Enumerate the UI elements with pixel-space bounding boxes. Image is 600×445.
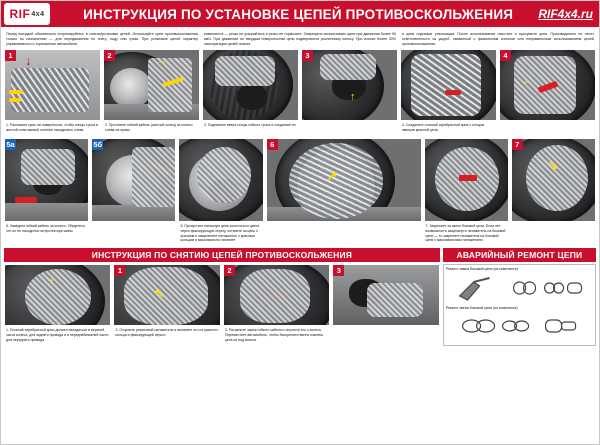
removal-photo-4	[332, 264, 439, 326]
removal-steps-grid	[4, 264, 440, 345]
intro-column-1: Перед поездкой обязательно потренируйтесь в снятии/установке цепей. Используйте цепи противоскольжения только по назначению — для передвижения по снегу, льду или грязи. При установке цепей характер управляемости и торможение автомобиля	[6, 32, 198, 47]
intro-column-2: изменяется — резко не ускоряйтесь и резко не тормозите. Запрещено использовать цепи при движении более 50 км/ч. При движении по твердым поверхностям цепи подвергаются усиленному износу. При износе более 30% эксплуатация цепей опасна	[204, 32, 396, 47]
step-card-3b	[301, 49, 398, 136]
step-photo-6b: 6 ↗	[266, 138, 422, 222]
step-badge-5a: 5а	[6, 139, 15, 149]
step-card-7b	[511, 138, 596, 246]
repair-figure-1	[446, 274, 593, 304]
logo-sub-text: 4x4	[31, 10, 45, 18]
repair-line-1: Ремонт замка боковой цепи (из комплекта)	[445, 267, 518, 272]
removal-photo-3	[223, 264, 330, 326]
install-steps-row-2	[1, 138, 599, 246]
removal-caption-3: 3. Расцепите замок гибкого кабеля и опустите его с колеса. Переместите автомобиль, чтобы беспрепятственно извлечь цепь из под колеса.	[224, 328, 324, 342]
step-photo-2: 2 →	[103, 49, 200, 121]
step-photo-5a	[4, 138, 89, 222]
removal-steps	[4, 264, 440, 345]
step-badge-6: 6	[267, 139, 278, 150]
step-card-7a	[424, 138, 509, 246]
removal-badge-3: 3	[333, 265, 344, 276]
step-caption-7-blank	[511, 222, 596, 227]
removal-card-3	[223, 264, 330, 345]
step-badge-2: 2	[104, 50, 115, 61]
step-photo-6a	[178, 138, 263, 222]
step-badge-4: 4	[500, 50, 511, 61]
step-card-6a	[178, 138, 263, 246]
logo-main-text: RIF	[9, 7, 31, 21]
repair-line-2: Ремонт звена боковой цепи (из комплекта)	[445, 306, 518, 311]
step-card-5b	[91, 138, 176, 246]
step-caption-7: 7. Закрепите за звено боковой цепи. Если нет возможности защелкнуть натяжитель на боковой цепи — то закрепите натяжитель на боковой цепи с максимальным натяжением	[425, 223, 506, 243]
step-badge-3: 3	[302, 50, 313, 61]
step-photo-1: 1 ↓	[4, 49, 101, 121]
step-caption-5: 5. Заведите гибкий кабель за колесо. Убедитесь, что он не находится на протекторе шины	[6, 223, 86, 233]
step-photo-5b	[91, 138, 176, 222]
step-caption-4-blank	[499, 121, 596, 126]
page-title: ИНСТРУКЦИЯ ПО УСТАНОВКЕ ЦЕПЕЙ ПРОТИВОСКОЛЬЖЕНИЯ	[83, 6, 514, 22]
step-card-4a	[400, 49, 497, 136]
removal-photo-2: 1 ↖	[113, 264, 220, 326]
repair-illustration-2	[446, 313, 593, 339]
removal-caption-4-blank	[332, 326, 439, 331]
removal-badge-2: 2	[224, 265, 235, 276]
step-badge-5b: 5б	[93, 139, 103, 149]
step-photo-4a	[400, 49, 497, 121]
bottom-section	[1, 262, 599, 348]
step-card-2	[103, 49, 200, 136]
repair-illustration-1	[446, 274, 593, 304]
step-badge-7: 7	[512, 139, 523, 150]
brand-logo	[4, 3, 50, 25]
step-caption-5b-blank	[91, 222, 176, 227]
emergency-repair-panel	[443, 264, 596, 345]
step-badge-1: 1	[5, 50, 16, 61]
removal-card-1	[4, 264, 111, 345]
step-photo-4b: 4 ←	[499, 49, 596, 121]
removal-caption-1: 1. Плоский серебристый крюк должен находиться в верхней части колеса, для заднего привода и в передней/нижней части для переднего привода	[6, 328, 109, 342]
step-photo-3a	[202, 49, 299, 121]
section-bars	[1, 246, 599, 262]
removal-card-4	[332, 264, 439, 345]
repair-figure-2	[446, 313, 593, 339]
step-card-6b	[266, 138, 422, 246]
removal-badge-1: 1	[114, 265, 125, 276]
page-header	[1, 1, 599, 29]
step-caption-1: 1. Разложите цепь на поверхности, чтобы концы троса в желтой пластиковой оплетке находились слева	[6, 123, 98, 133]
section-title-removal: ИНСТРУКЦИЯ ПО СНЯТИЮ ЦЕПЕЙ ПРОТИВОСКОЛЬЖЕНИЯ	[4, 248, 440, 262]
removal-card-2	[113, 264, 220, 345]
step-card-3a	[202, 49, 299, 136]
step-photo-3b: 3 ↑	[301, 49, 398, 121]
step-caption-2: 2. Протяните гибкий кабель (желтый конец) за колесо слева на право	[105, 123, 193, 133]
step-card-1	[4, 49, 101, 136]
removal-photo-1: ↓	[4, 264, 111, 326]
section-title-repair: АВАРИЙНЫЙ РЕМОНТ ЦЕПИ	[443, 248, 596, 262]
intro-text	[1, 29, 599, 49]
removal-caption-2: 2. Отцепите резиновый натяжитель и вытяните его из красного кольца и фиксирующей серьги	[115, 328, 219, 338]
step-caption-6-blank	[266, 222, 422, 227]
step-caption-3: 3. Поднимите вверх концы гибкого троса и соедините их	[204, 123, 296, 128]
step-caption-6: 6. Пропустите натяжную цепь золотистого цвета через фиксирующую серьгу, потяните за цепь с усилием и защелкните натяжитель с красным кольцом и максимально натяните	[180, 223, 260, 243]
step-card-5a	[4, 138, 89, 246]
step-photo-7a	[424, 138, 509, 222]
step-caption-4: 4. Соедините плоский серебристый крюк с концом звеньев красной цепи	[402, 123, 485, 133]
step-caption-3-blank	[301, 121, 398, 126]
step-photo-7b: 7 ↘	[511, 138, 596, 222]
step-card-4b	[499, 49, 596, 136]
intro-column-3: и цепи подлежат утилизации. После использования очистите и просушите цепи. Производитель не несет ответственности за ущерб, связанный с физическим износом или неправильным использованием цепей противоскольжения.	[402, 32, 594, 47]
site-url[interactable]: RIF4x4.ru	[538, 7, 593, 21]
install-steps-row-1	[1, 49, 599, 136]
